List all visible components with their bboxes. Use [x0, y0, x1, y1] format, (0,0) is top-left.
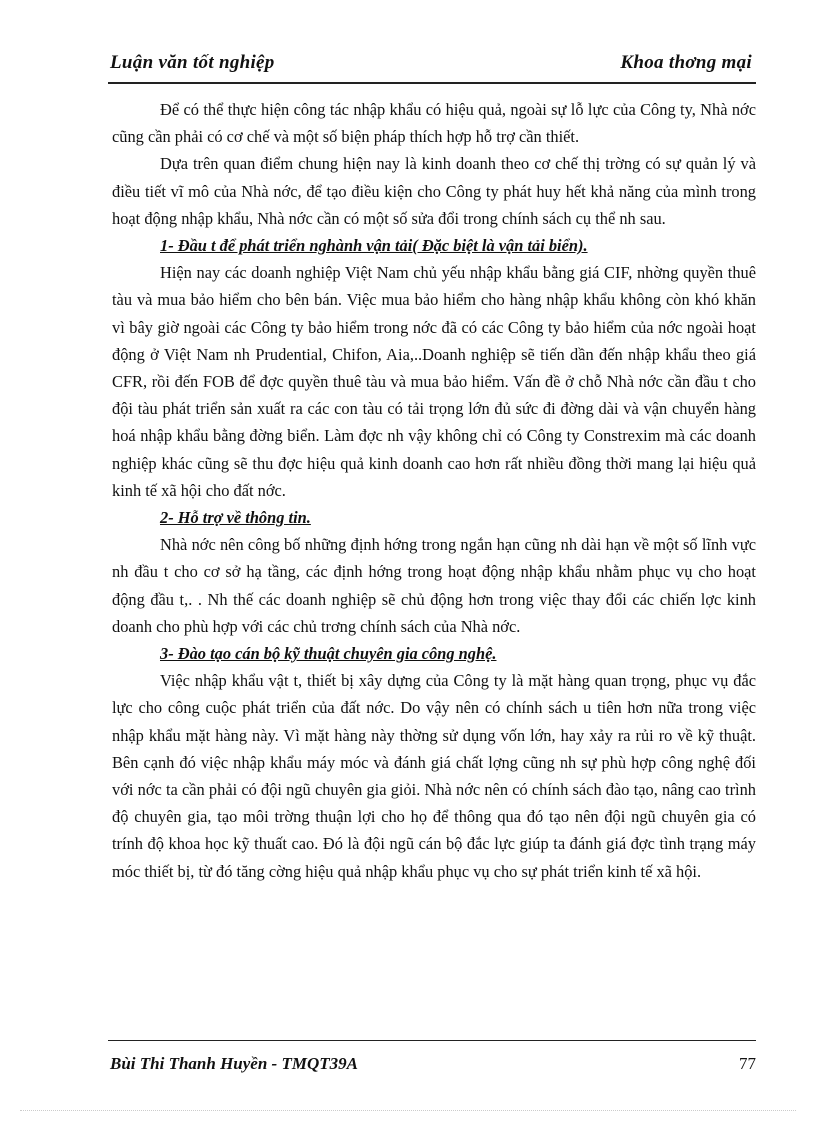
section-heading-1: 1- Đầu t để phát triển nghành vận tải( Đặc biệt là vận tải biển).: [160, 236, 588, 256]
document-body: [112, 96, 756, 885]
page-bottom-border: [20, 1110, 796, 1111]
header-thesis-title: Luận văn tốt nghiệp: [110, 52, 275, 73]
section-heading-2: 2- Hỗ trợ về thông tin.: [160, 508, 311, 528]
page-header: [108, 46, 756, 84]
section-heading-3: 3- Đào tạo cán bộ kỹ thuật chuyên gia công nghệ.: [160, 644, 497, 664]
section-paragraph-3: Việc nhập khẩu vật t, thiết bị xây dựng của Công ty là mặt hàng quan trọng, phục vụ đắc lực cho công cuộc phát triển của đất nớc. Do vậy nên có chính sách u tiên hơn nữa trong việc nhập khẩu mặt hàng này. Vì mặt hàng này thờng sử dụng vốn lớn, hay xảy ra rủi ro về kỹ thuật. Bên cạnh đó việc nhập khẩu máy móc và đánh giá chất lợng cũng nh sự phù hợp công nghệ đối với nớc ta cần phải có đội ngũ chuyên gia giỏi. Nhà nớc nên có chính sách đào tạo, nâng cao trình độ chuyên gia, tạo môi trờng thuận lợi cho họ để thông qua đó tạo nên đội ngũ chuyên gia có trính độ khoa học kỹ thuất cao. Đó là đội ngũ cán bộ đắc lực giúp ta đánh giá đợc tình trạng máy móc thiết bị, từ đó tăng cờng hiệu quả nhập khẩu phục vụ cho sự phát triển kinh tế xã hội.: [112, 671, 756, 881]
intro-paragraph-1: Để có thể thực hiện công tác nhập khẩu có hiệu quả, ngoài sự lỗ lực của Công ty, Nhà nớc cũng cần phải có cơ chế và một số biện pháp thích hợp hỗ trợ cần thiết.: [112, 100, 756, 147]
footer-divider: [108, 1040, 756, 1041]
page-footer: [108, 1052, 756, 1080]
page-number: 77: [739, 1054, 756, 1073]
section-paragraph-1: Hiện nay các doanh nghiệp Việt Nam chủ yếu nhập khẩu bằng giá CIF, nhờng quyền thuê tàu và mua bảo hiểm cho bên bán. Việc mua bảo hiểm cho hàng nhập khẩu không còn khó khăn vì bây giờ ngoài các Công ty bảo hiểm trong nớc đã có các Công ty bảo hiểm của nớc ngoài hoạt động ở Việt Nam nh Prudential, Chifon, Aia,..Doanh nghiệp sẽ tiến dần đến nhập khẩu theo giá CFR, rồi đến FOB để đợc quyền thuê tàu và mua bảo hiểm. Vấn đề ở chỗ Nhà nớc cần đầu t cho đội tàu phát triển sản xuất ra các con tàu có tải trọng lớn đủ sức đi đờng dài và vận chuyển hàng hoá nhập khẩu bằng đờng biển. Làm đợc nh vậy không chỉ có Công ty Constrexim mà các doanh nghiệp khác cũng sẽ thu đợc hiệu quả kinh doanh cao hơn rất nhiều đồng thời mang lại hiệu quả kinh tế xã hội cho đất nớc.: [112, 263, 756, 500]
footer-author: Bùi Thi Thanh Huyền - TMQT39A: [110, 1054, 358, 1073]
intro-paragraph-2: Dựa trên quan điểm chung hiện nay là kinh doanh theo cơ chế thị trờng có sự quản lý và điều tiết vĩ mô của Nhà nớc, để tạo điều kiện cho Công ty phát huy hết khả năng của mình trong hoạt động nhập khẩu, Nhà nớc cần có một số sửa đổi trong chính sách cụ thể nh sau.: [112, 154, 756, 228]
section-paragraph-2: Nhà nớc nên công bố những định hớng trong ngắn hạn cũng nh dài hạn về một số lĩnh vực nh đầu t cho cơ sở hạ tầng, các định hớng trong hoạt động nhập khẩu nhằm phục vụ cho hoạt động đầu t,. . Nh thế các doanh nghiệp sẽ chủ động hơn trong việc thay đổi các chiến lợc kinh doanh cho phù hợp với các chủ trơng chính sách của Nhà nớc.: [112, 535, 756, 636]
header-faculty-title: Khoa thơng mại: [620, 52, 752, 73]
